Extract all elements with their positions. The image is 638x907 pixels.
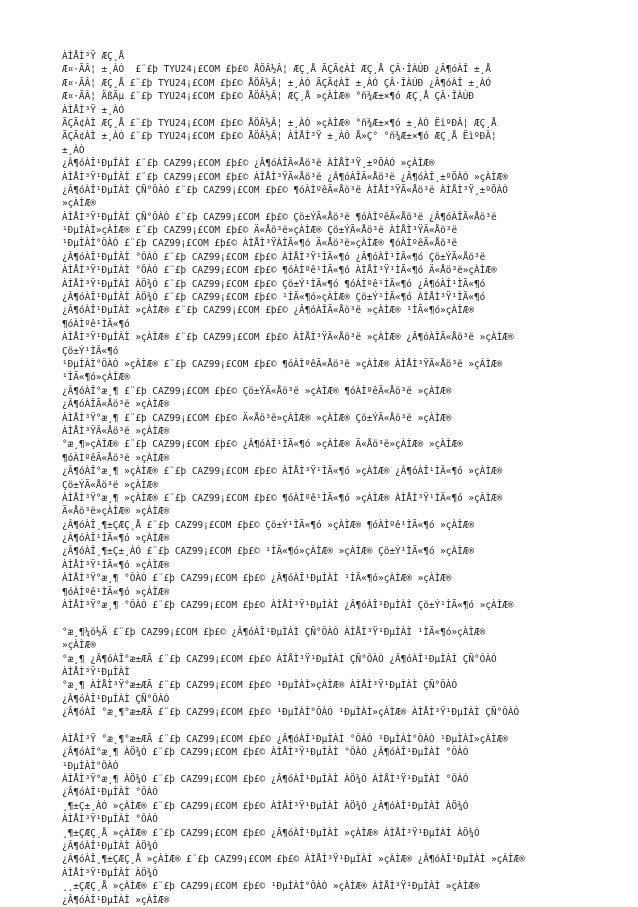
text-line: ¸¶±Ç±¸ÀÓ »çÀÌÆ® £¨£þ CAZ99¡£COM £þ£© ÀÌÅÌ³Ÿ¹ÐµÌÀÌ ÀÖ¾Ó ¿Â¶óÀÎ¹ÐµÌÀÌ ÀÖ¾Ó [62, 800, 469, 812]
text-line: ÀÌÅÌ³Ÿ¹ÐµÌÀÌ °ÔÀÓ £¨£þ CAZ99¡£COM £þ£© ¶óÀÌºê¹ÌÃ«¶ó ÀÌÅÌ³Ÿ¹ÌÃ«¶ó Ä«Åö³ë»çÀÌÆ® [62, 265, 497, 277]
text-line: Çö±Ý¹ÌÃ«¶ó [62, 345, 119, 357]
text-line: ¿Â¶óÀÎ¸¶±ÇÆÇ¸Å »çÀÌÆ® £¨£þ CAZ99¡£COM £þ£© ÀÌÅÌ³Ÿ¹ÐµÌÀÌ »çÀÌÆ® ¿Â¶óÀÎ¹ÐµÌÀÌ »çÀÌÆ® [62, 854, 525, 866]
text-line: ±¸ÀÓ [62, 144, 85, 156]
text-line: ¿Â¶óÀÎ¹ÐµÌÀÌ ÀÖ¾Ó [62, 841, 158, 853]
text-line: °æ¸¶¼ö½Ä £¨£þ CAZ99¡£COM £þ£© ¿Â¶óÀÎ¹ÐµÌÀÌ ÇÑ°ÔÀÓ ÀÌÅÌ³Ÿ¹ÐµÌÀÌ ¹ÌÃ«¶ó»çÀÌÆ® [62, 626, 486, 638]
text-line: ¶óÀÌºê¹ÌÃ«¶ó »çÀÌÆ® [62, 586, 170, 598]
text-line: ¿Â¶óÀÎ¹ÐµÌÀÌ £¨£þ CAZ99¡£COM £þ£© ¿Â¶óÀÎÃ«Åö³ë ÀÌÅÌ³Ÿ¸±ºÕÀÓ »çÀÌÆ® [62, 158, 435, 170]
text-line: ¿Â¶óÀÎ¹ÐµÌÀÌ °ÔÀÓ £¨£þ CAZ99¡£COM £þ£© ÀÌÅÌ³Ÿ¹ÌÃ«¶ó ¿Â¶óÀÎ¹ÌÃ«¶ó Çö±ÝÃ«Åö³ë [62, 251, 486, 263]
text-line: ÀÌÅÌ³Ÿ¹ÐµÌÀÌ °ÔÀÓ [62, 814, 158, 826]
text-line: ¸¶±ÇÆÇ¸Å »çÀÌÆ® £¨£þ CAZ99¡£COM £þ£© ¿Â¶óÀÎ¹ÐµÌÀÌ »çÀÌÆ® ÀÌÅÌ³Ÿ¹ÐµÌÀÌ ÀÖ¾Ó [62, 827, 480, 839]
text-line: °æ¸¶ ¿Â¶óÀÎ°æ±ÆÃ £¨£þ CAZ99¡£COM £þ£© ÀÌÅÌ³Ÿ¹ÐµÌÀÌ ÇÑ°ÔÀÓ ¿Â¶óÀÎ¹ÐµÌÀÌ ÇÑ°ÔÀÓ [62, 653, 497, 665]
text-line: ¿Â¶óÀÎÃ«Åö³ë »çÀÌÆ® [62, 399, 170, 411]
text-line: ÀÌÅÌ³ŸÃ«Åö³ë »çÀÌÆ® [62, 425, 170, 437]
text-line: ¿Â¶óÀÎ¸¶±ÇÆÇ¸Å £¨£þ CAZ99¡£COM £þ£© Çö±Ý¹ÌÃ«¶ó »çÀÌÆ® ¶óÀÌºê¹ÌÃ«¶ó »çÀÌÆ® [62, 519, 475, 531]
text-line: ÀÌÅÌ³Ÿ¹ÐµÌÀÌ £¨£þ CAZ99¡£COM £þ£© ÀÌÅÌ³ŸÃ«Åö³ë ¿Â¶óÀÎÃ«Åö³ë ¿Â¶óÀÎ¸±ºÕÀÓ »çÀÌÆ® [62, 171, 508, 183]
text-line: ÀÌÅÌ³Ÿ°æ¸¶ ÀÖ¾Ó £¨£þ CAZ99¡£COM £þ£© ¿Â¶óÀÎ¹ÐµÌÀÌ ÀÖ¾Ó ÀÌÅÌ³Ÿ¹ÐµÌÀÌ °ÔÀÓ [62, 774, 469, 786]
text-line: °æ¸¶ ÀÌÅÌ³Ÿ°æ±ÆÃ £¨£þ CAZ99¡£COM £þ£© ¹ÐµÌÀÌ»çÀÌÆ® ÀÌÅÌ³Ÿ¹ÐµÌÀÌ ÇÑ°ÔÀÓ [62, 680, 458, 692]
text-line: ¿Â¶óÀÎ¹ÐµÌÀÌ »çÀÌÆ® [62, 894, 170, 906]
text-line: ÀÌÅÌ³Ÿ ÆÇ¸Å [62, 51, 125, 62]
text-line: ¹ÐµÌÀÌ°ÔÀÓ »çÀÌÆ® £¨£þ CAZ99¡£COM £þ£© ¶óÀÌºêÃ«Åö³ë »çÀÌÆ® ÀÌÅÌ³ŸÃ«Åö³ë »çÀÌÆ® [62, 358, 503, 370]
document-page [62, 50, 582, 907]
text-line: ÀÌÅÌ³Ÿ¹ÐµÌÀÌ ÇÑ°ÔÀÓ £¨£þ CAZ99¡£COM £þ£© Çö±ÝÃ«Åö³ë ¶óÀÌºêÃ«Åö³ë ¿Â¶óÀÎÃ«Åö³ë [62, 211, 497, 223]
text-line: »çÀÌÆ® [62, 198, 96, 210]
text-line: Æ¤·ÃÂ¦ ±¸ÀÓ £¨£þ TYU24¡£COM £þ£© ÅÖÂ½Â¦ ÆÇ¸Å ÃÇÃ¢ÀÌ ÆÇ¸Å ÇÂ·ÎÀÚÐ ¿Â¶óÀÎ ±¸Å [62, 64, 491, 76]
text-line [62, 720, 582, 733]
text-line: ¿Â¶óÀÎ¹ÐµÌÀÌ ÀÖ¾Ó £¨£þ CAZ99¡£COM £þ£© ¹ÌÃ«¶ó»çÀÌÆ® Çö±Ý¹ÌÃ«¶ó ÀÌÅÌ³Ÿ¹ÌÃ«¶ó [62, 292, 486, 304]
text-line: Çö±ÝÃ«Åö³ë »çÀÌÆ® [62, 479, 158, 491]
text-line: ¶óÀÌºêÃ«Åö³ë »çÀÌÆ® [62, 452, 170, 464]
text-line: °æ¸¶»çÀÌÆ® £¨£þ CAZ99¡£COM £þ£© ¿Â¶óÀÎ¹ÌÃ«¶ó »çÀÌÆ® Ä«Åö³ë»çÀÌÆ® »çÀÌÆ® [62, 439, 463, 451]
text-line: ÀÌÅÌ³Ÿ °æ¸¶°æ±ÆÃ £¨£þ CAZ99¡£COM £þ£© ¿Â¶óÀÎ¹ÐµÌÀÌ °ÔÀÓ ¹ÐµÌÀÌ°ÔÀÓ ¹ÐµÌÀÌ»çÀÌÆ® [62, 733, 508, 745]
text-line: ¹ÌÃ«¶ó»çÀÌÆ® [62, 372, 130, 384]
text-line: Æ¤·ÃÂ¦ ÆÇ¸Å £¨£þ TYU24¡£COM £þ£© ÅÖÂ½Â¦ ±¸ÀÓ ÃÇÃ¢ÀÌ ±¸ÀÓ ÇÂ·ÎÀÚÐ ¿Â¶óÀÎ ±¸ÀÓ [62, 77, 491, 89]
text-line: ÀÌÅÌ³Ÿ¹ÐµÌÀÌ »çÀÌÆ® £¨£þ CAZ99¡£COM £þ£© ÀÌÅÌ³ŸÃ«Åö³ë »çÀÌÆ® ¿Â¶óÀÎÃ«Åö³ë »çÀÌÆ® [62, 332, 514, 344]
text-line: ¿Â¶óÀÎ¹ÐµÌÀÌ »çÀÌÆ® £¨£þ CAZ99¡£COM £þ£© ¿Â¶óÀÎÃ«Åö³ë »çÀÌÆ® ¹ÌÃ«¶ó»çÀÌÆ® [62, 305, 475, 317]
text-line: ¿Â¶óÀÎ¹ÐµÌÀÌ °ÔÀÓ [62, 787, 158, 799]
text-line: ¹ÐµÌÀÌ°ÔÀÓ £¨£þ CAZ99¡£COM £þ£© ÀÌÅÌ³ŸÀÌÃ«¶ó Ä«Åö³ë»çÀÌÆ® ¶óÀÌºêÃ«Åö³ë [62, 238, 458, 250]
text-line: Ä«Åö³ë»çÀÌÆ® »çÀÌÆ® [62, 506, 170, 518]
text-line: ÀÌÅÌ³Ÿ°æ¸¶ °ÔÀÓ £¨£þ CAZ99¡£COM £þ£© ÀÌÅÌ³Ÿ¹ÐµÌÀÌ ¿Â¶óÀÎ¹ÐµÌÀÌ Çö±Ý¹ÌÃ«¶ó »çÀÌÆ® [62, 600, 514, 612]
text-line: ÀÌÅÌ³Ÿ¹ÐµÌÀÌ [62, 666, 130, 678]
text-line: ¹ÐµÌÀÌ°ÔÀÓ [62, 760, 119, 772]
text-line: ¿Â¶óÀÎ°æ¸¶ ÀÖ¾Ó £¨£þ CAZ99¡£COM £þ£© ÀÌÅÌ³Ÿ¹ÐµÌÀÌ °ÔÀÓ ¿Â¶óÀÎ¹ÐµÌÀÌ °ÔÀÓ [62, 747, 469, 759]
text-line: »çÀÌÆ® [62, 640, 96, 652]
text-line: ¿Â¶óÀÎ¹ÌÃ«¶ó »çÀÌÆ® [62, 533, 170, 545]
text-line: ÀÌÅÌ³Ÿ ±¸ÀÓ [62, 104, 125, 116]
text-line: ÀÌÅÌ³Ÿ°æ¸¶ °ÔÀÓ £¨£þ CAZ99¡£COM £þ£© ¿Â¶óÀÎ¹ÐµÌÀÌ ¹ÌÃ«¶ó»çÀÌÆ® »çÀÌÆ® [62, 573, 452, 585]
text-line: ¶óÀÌºê¹ÌÃ«¶ó [62, 318, 130, 330]
text-line: ¿Â¶óÀÎ¹ÐµÌÀÌ ÇÑ°ÔÀÓ [62, 693, 170, 705]
text-line: ¿Â¶óÀÎ¹ÐµÌÀÌ ÇÑ°ÔÀÓ £¨£þ CAZ99¡£COM £þ£© ¶óÀÌºêÃ«Åö³ë ÀÌÅÌ³ŸÃ«Åö³ë ÀÌÅÌ³Ÿ¸±ºÕÀÓ [62, 184, 508, 196]
text-line: ÀÌÅÌ³Ÿ¹ÐµÌÀÌ ÀÖ¾Ó [62, 867, 158, 879]
text-line: Æ¤·ÃÂ¦ ÄßÃµ £¨£þ TYU24¡£COM £þ£© ÅÖÂ½Â¦ ÆÇ¸Å »çÀÌÆ® °ñ¾Æ±×¶ó ÆÇ¸Å ÇÂ·ÎÀÚÐ [62, 91, 475, 103]
text-line: ÀÌÅÌ³Ÿ°æ¸¶ »çÀÌÆ® £¨£þ CAZ99¡£COM £þ£© ¶óÀÌºê¹ÌÃ«¶ó »çÀÌÆ® ÀÌÅÌ³Ÿ¹ÌÃ«¶ó »çÀÌÆ® [62, 492, 503, 504]
text-line: ¿Â¶óÀÎ°æ¸¶ »çÀÌÆ® £¨£þ CAZ99¡£COM £þ£© ÀÌÅÌ³Ÿ¹ÌÃ«¶ó »çÀÌÆ® ¿Â¶óÀÎ¹ÌÃ«¶ó »çÀÌÆ® [62, 466, 503, 478]
text-line: ÀÌÅÌ³Ÿ¹ÐµÌÀÌ ÀÖ¾Ó £¨£þ CAZ99¡£COM £þ£© Çö±Ý¹ÌÃ«¶ó ¶óÀÌºê¹ÌÃ«¶ó ¿Â¶óÀÎ¹ÌÃ«¶ó [62, 278, 486, 290]
text-line: ÀÌÅÌ³Ÿ¹ÌÃ«¶ó »çÀÌÆ® [62, 559, 170, 571]
text-line: ¿Â¶óÀÎ°æ¸¶ £¨£þ CAZ99¡£COM £þ£© Çö±ÝÃ«Åö³ë »çÀÌÆ® ¶óÀÌºêÃ«Åö³ë »çÀÌÆ® [62, 385, 452, 397]
text-line: ¿Â¶óÀÎ °æ¸¶°æ±ÆÃ £¨£þ CAZ99¡£COM £þ£© ¹ÐµÌÀÌ°ÔÀÓ ¹ÐµÌÀÌ»çÀÌÆ® ÀÌÅÌ³Ÿ¹ÐµÌÀÌ ÇÑ°ÔÀÓ [62, 707, 520, 719]
text-line: ÃÇÃ¢ÀÌ ÆÇ¸Å £¨£þ TYU24¡£COM £þ£© ÅÖÂ½Â¦ ±¸ÀÓ »çÀÌÆ® °ñ¾Æ±×¶ó ±¸ÀÓ ËìºÐÂ¦ ÆÇ¸Å [62, 117, 497, 129]
text-line: ¿Â¶óÀÎ¸¶±Ç±¸ÀÓ £¨£þ CAZ99¡£COM £þ£© ¹ÌÃ«¶ó»çÀÌÆ® »çÀÌÆ® Çö±Ý¹ÌÃ«¶ó »çÀÌÆ® [62, 546, 475, 558]
text-line: ÀÌÅÌ³Ÿ°æ¸¶ £¨£þ CAZ99¡£COM £þ£© Ä«Åö³ë»çÀÌÆ® »çÀÌÆ® Çö±ÝÃ«Åö³ë »çÀÌÆ® [62, 412, 452, 424]
text-line: ¹ÐµÌÀÌ»çÀÌÆ® £¨£þ CAZ99¡£COM £þ£© Ä«Åö³ë»çÀÌÆ® Çö±ÝÃ«Åö³ë ÀÌÅÌ³ŸÃ«Åö³ë [62, 225, 458, 237]
text-line: ÃÇÃ¢ÀÌ ±¸ÀÓ £¨£þ TYU24¡£COM £þ£© ÅÖÂ½Â¦ ÀÌÅÌ³Ÿ ±¸ÀÓ Å»Ç° °ñ¾Æ±×¶ó ÆÇ¸Å ËìºÐÂ¦ [62, 131, 497, 143]
text-line [62, 612, 582, 625]
text-line: ¸¸±ÇÆÇ¸Å »çÀÌÆ® £¨£þ CAZ99¡£COM £þ£© ¹ÐµÌÀÌ°ÔÀÓ »çÀÌÆ® ÀÌÅÌ³Ÿ¹ÐµÌÀÌ »çÀÌÆ® [62, 881, 480, 893]
